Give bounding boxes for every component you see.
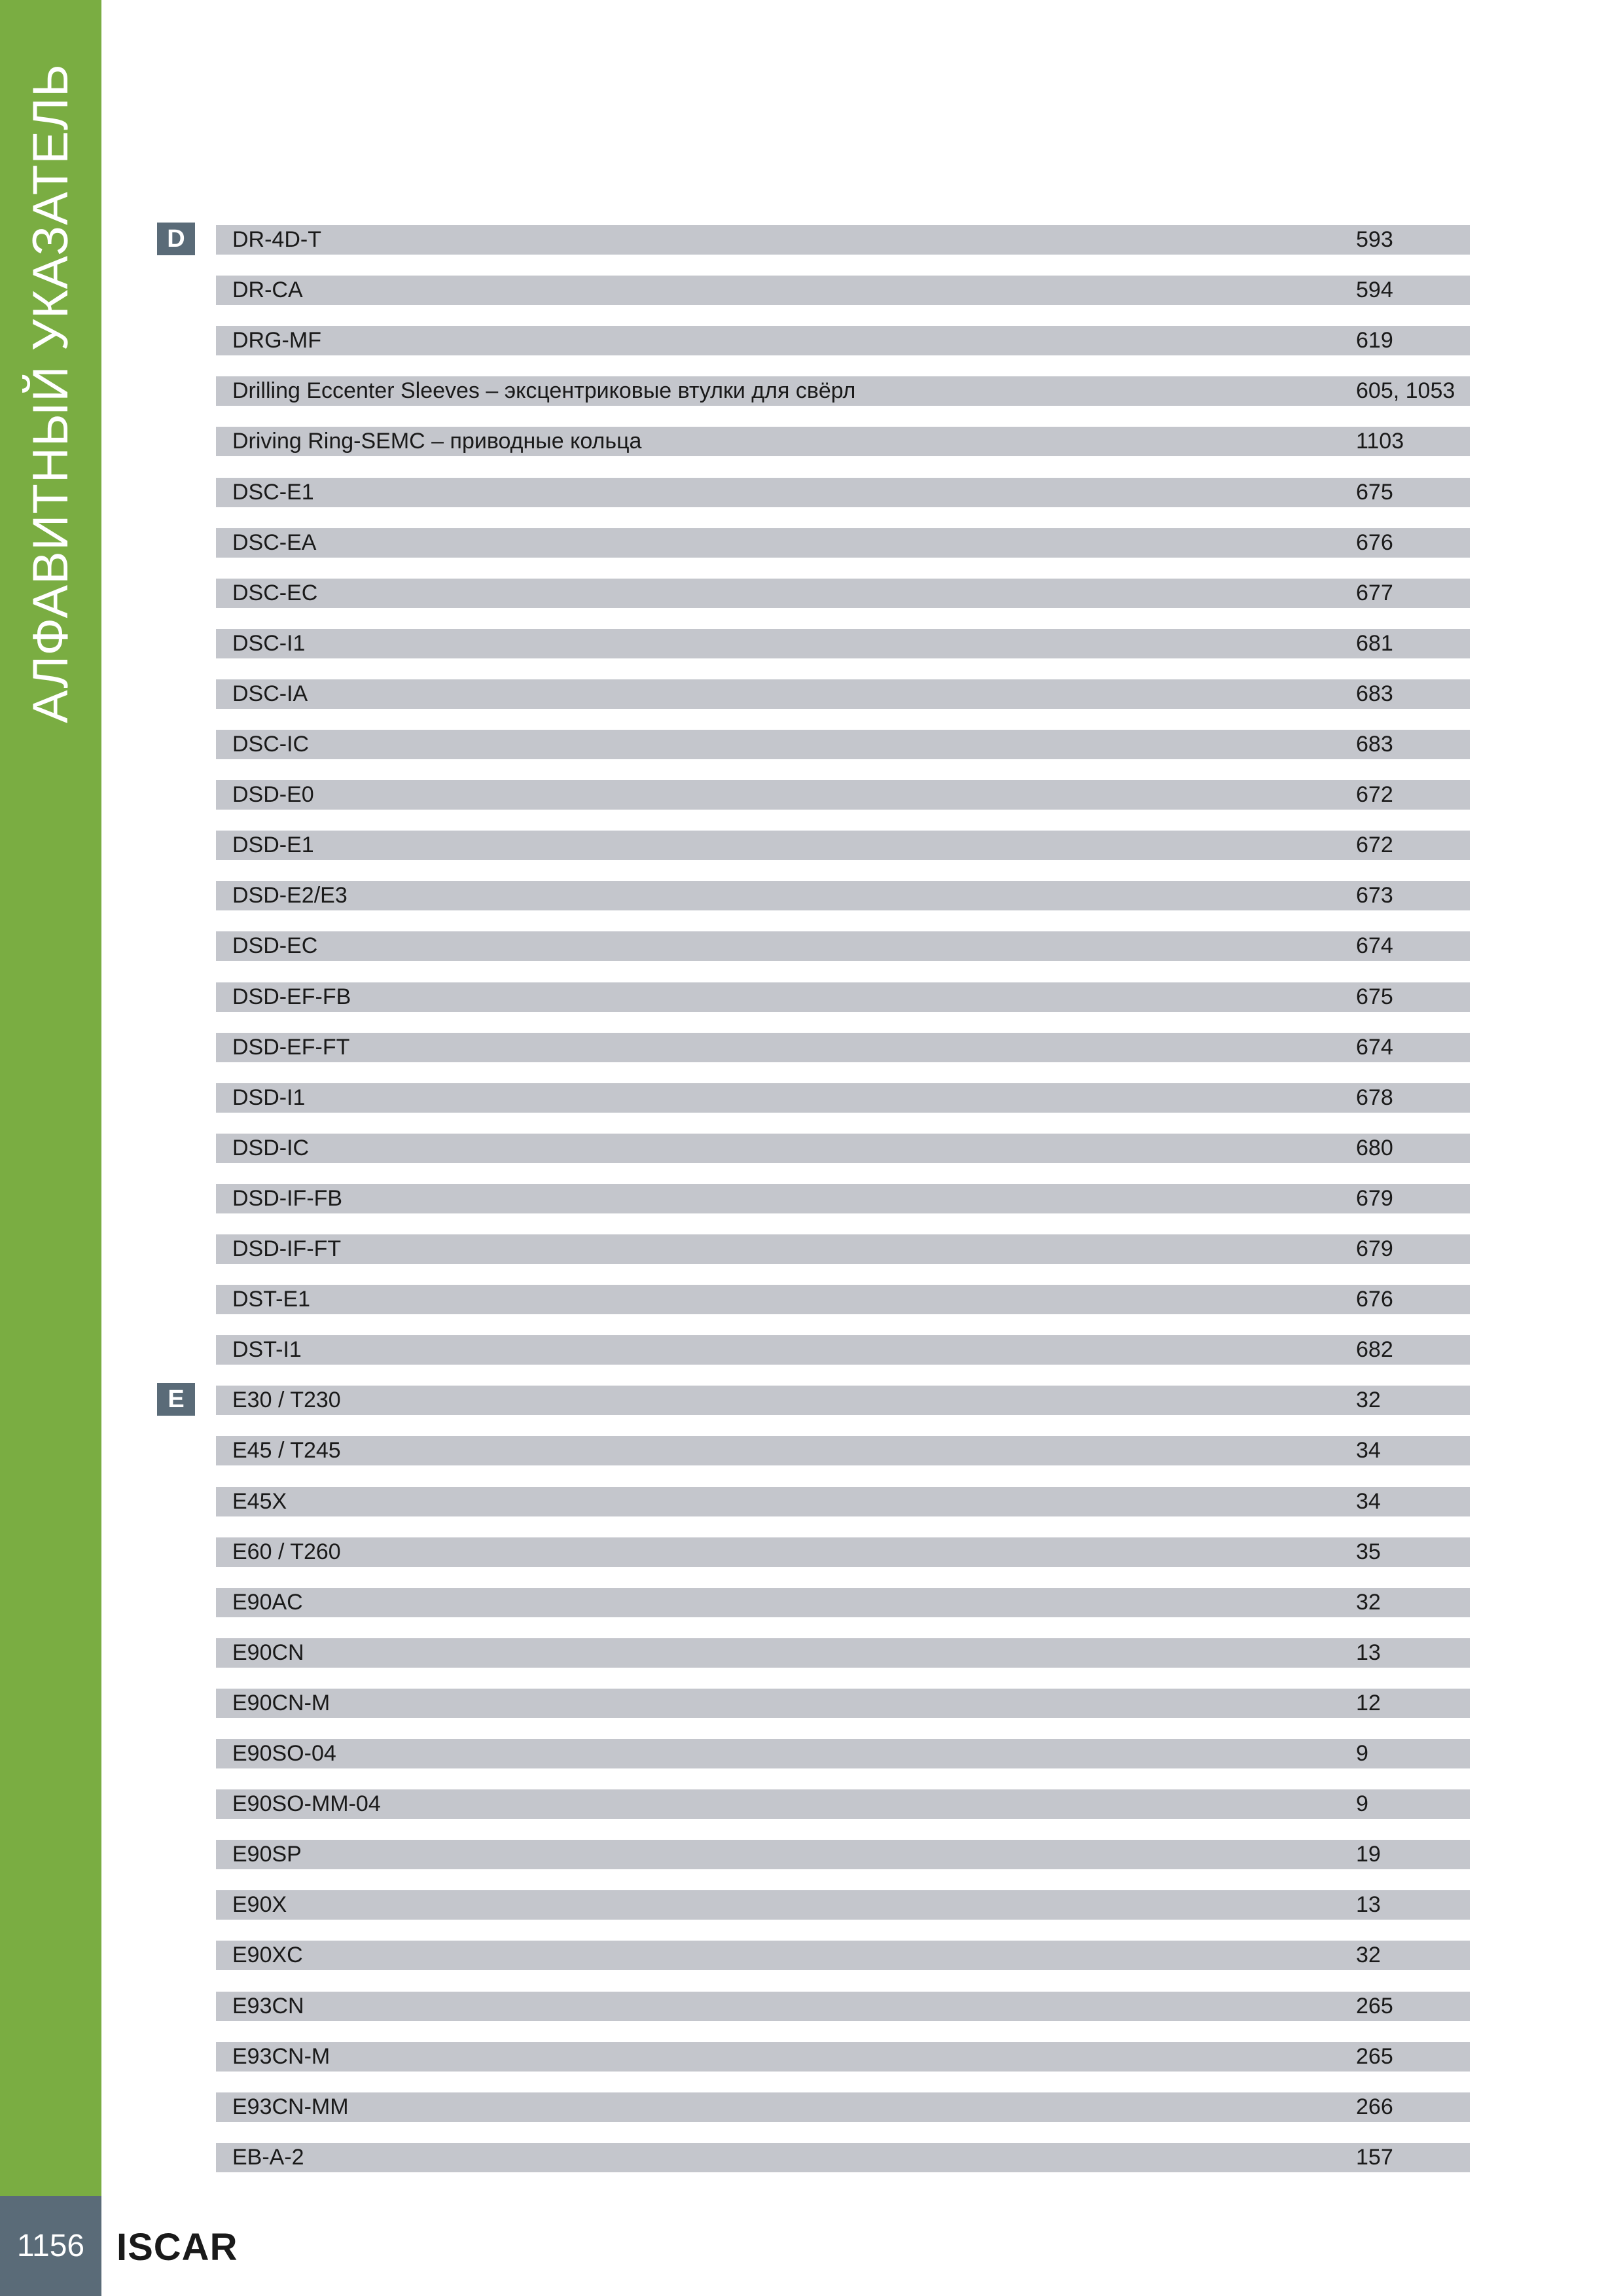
index-entry-page: 674 (1356, 1034, 1393, 1060)
index-entry-page: 677 (1356, 580, 1393, 605)
index-entry-page: 679 (1356, 1185, 1393, 1211)
index-row (216, 528, 1470, 558)
index-entry-page: 13 (1356, 1640, 1381, 1665)
index-row (216, 276, 1470, 305)
index-entry-name: E93CN-MM (232, 2094, 349, 2119)
index-entry-name: DSC-IC (232, 732, 310, 757)
index-entry-page: 593 (1356, 227, 1393, 252)
index-row (216, 1134, 1470, 1163)
index-entry-name: E90X (232, 1892, 287, 1918)
index-entry-page: 676 (1356, 529, 1393, 555)
index-entry-page: 594 (1356, 278, 1393, 303)
index-entry-page: 681 (1356, 630, 1393, 656)
index-row (216, 1588, 1470, 1617)
index-row (216, 1840, 1470, 1869)
index-entry-name: DSD-I1 (232, 1085, 306, 1110)
index-row (216, 629, 1470, 658)
index-entry-name: DST-E1 (232, 1287, 311, 1312)
index-entry-name: E90SO-04 (232, 1741, 336, 1766)
index-entry-page: 683 (1356, 732, 1393, 757)
index-entry-page: 675 (1356, 479, 1393, 505)
index-entry-page: 679 (1356, 1236, 1393, 1261)
section-letter-badge: D (157, 223, 195, 255)
index-entry-page: 19 (1356, 1842, 1381, 1867)
index-entry-name: E90SO-MM-04 (232, 1791, 381, 1817)
brand-logo: ISCAR (116, 2226, 238, 2269)
index-row (216, 1941, 1470, 1970)
index-entry-name: DSC-E1 (232, 479, 314, 505)
index-row (216, 1184, 1470, 1213)
index-entry-name: E93CN (232, 1993, 304, 2018)
index-entry-name: DSD-EF-FB (232, 984, 351, 1009)
index-row (216, 1638, 1470, 1668)
index-entry-name: DSC-EA (232, 529, 317, 555)
index-entry-page: 676 (1356, 1287, 1393, 1312)
index-entry-name: E90CN (232, 1640, 304, 1665)
index-entry-name: E60 / T260 (232, 1539, 341, 1564)
index-entry-page: 675 (1356, 984, 1393, 1009)
index-entry-name: Drilling Eccenter Sleeves – эксцентриковые втулки для свёрл (232, 378, 856, 404)
index-entry-name: DSD-IF-FB (232, 1185, 343, 1211)
index-row (216, 427, 1470, 456)
index-row (216, 225, 1470, 255)
index-entry-name: DSD-IC (232, 1135, 310, 1160)
index-entry-page: 32 (1356, 1589, 1381, 1615)
index-entry-name: E90CN-M (232, 1690, 330, 1715)
index-row (216, 1285, 1470, 1314)
index-entry-name: DRG-MF (232, 328, 321, 353)
index-entry-page: 1103 (1356, 429, 1404, 454)
index-entry-page: 672 (1356, 833, 1393, 858)
index-entry-page: 157 (1356, 2144, 1393, 2170)
index-entry-page: 672 (1356, 782, 1393, 808)
index-entry-name: DR-4D-T (232, 227, 321, 252)
index-entry-page: 680 (1356, 1135, 1393, 1160)
index-entry-page: 9 (1356, 1791, 1368, 1817)
index-entry-page: 265 (1356, 2043, 1393, 2069)
index-row (216, 1033, 1470, 1062)
index-row (216, 881, 1470, 910)
index-entry-name: E93CN-M (232, 2043, 330, 2069)
index-row (216, 780, 1470, 810)
index-entry-name: DSD-IF-FT (232, 1236, 342, 1261)
index-row (216, 931, 1470, 961)
index-row (216, 1234, 1470, 1264)
index-row (216, 1487, 1470, 1516)
index-row (216, 1739, 1470, 1768)
index-entry-page: 32 (1356, 1943, 1381, 1968)
index-entry-page: 32 (1356, 1388, 1381, 1413)
index-entry-name: DSC-IA (232, 681, 308, 706)
index-entry-name: E90SP (232, 1842, 302, 1867)
index-row (216, 1537, 1470, 1567)
index-row (216, 1890, 1470, 1920)
index-row (216, 2042, 1470, 2072)
index-entry-page: 683 (1356, 681, 1393, 706)
index-row (216, 1992, 1470, 2021)
index-entry-page: 682 (1356, 1337, 1393, 1363)
index-entry-name: E45 / T245 (232, 1438, 341, 1463)
index-entry-page: 266 (1356, 2094, 1393, 2119)
index-entry-name: DSD-EF-FT (232, 1034, 350, 1060)
index-entry-name: DSC-EC (232, 580, 318, 605)
index-row (216, 679, 1470, 709)
index-row (216, 730, 1470, 759)
index-entry-name: Driving Ring-SEMC – приводные кольца (232, 429, 642, 454)
index-entry-name: DSD-E0 (232, 782, 314, 808)
index-entry-page: 13 (1356, 1892, 1381, 1918)
index-row (216, 376, 1470, 406)
index-entry-page: 34 (1356, 1438, 1381, 1463)
index-entry-page: 605, 1053 (1356, 378, 1455, 404)
index-entry-page: 674 (1356, 933, 1393, 959)
index-entry-page: 265 (1356, 1993, 1393, 2018)
index-entry-page: 34 (1356, 1488, 1381, 1514)
page-number: 1156 (0, 2196, 101, 2296)
index-row (216, 1789, 1470, 1819)
index-row (216, 1335, 1470, 1365)
index-row (216, 1083, 1470, 1113)
index-entry-name: EB-A-2 (232, 2144, 304, 2170)
index-entry-page: 12 (1356, 1690, 1381, 1715)
index-title: АЛФАВИТНЫЙ УКАЗАТЕЛЬ (23, 63, 79, 723)
index-entry-name: E30 / T230 (232, 1388, 341, 1413)
index-row (216, 1689, 1470, 1718)
index-entry-name: E90AC (232, 1589, 303, 1615)
index-entry-name: DSD-E2/E3 (232, 883, 348, 908)
index-entry-page: 619 (1356, 328, 1393, 353)
index-row (216, 478, 1470, 507)
index-entry-name: DSD-E1 (232, 833, 314, 858)
index-entry-page: 673 (1356, 883, 1393, 908)
index-entry-name: DR-CA (232, 278, 303, 303)
index-entry-page: 35 (1356, 1539, 1381, 1564)
index-entry-name: E45X (232, 1488, 287, 1514)
side-band (0, 0, 101, 2196)
index-row (216, 982, 1470, 1012)
index-row (216, 1386, 1470, 1415)
index-entry-name: E90XC (232, 1943, 303, 1968)
index-row (216, 2143, 1470, 2172)
index-row (216, 831, 1470, 860)
index-entry-page: 9 (1356, 1741, 1368, 1766)
index-row (216, 579, 1470, 608)
index-row (216, 326, 1470, 355)
index-row (216, 1436, 1470, 1465)
index-entry-name: DSD-EC (232, 933, 318, 959)
index-entry-name: DST-I1 (232, 1337, 302, 1363)
section-letter-badge: E (157, 1383, 195, 1416)
index-row (216, 2092, 1470, 2122)
index-entry-page: 678 (1356, 1085, 1393, 1110)
index-entry-name: DSC-I1 (232, 630, 306, 656)
